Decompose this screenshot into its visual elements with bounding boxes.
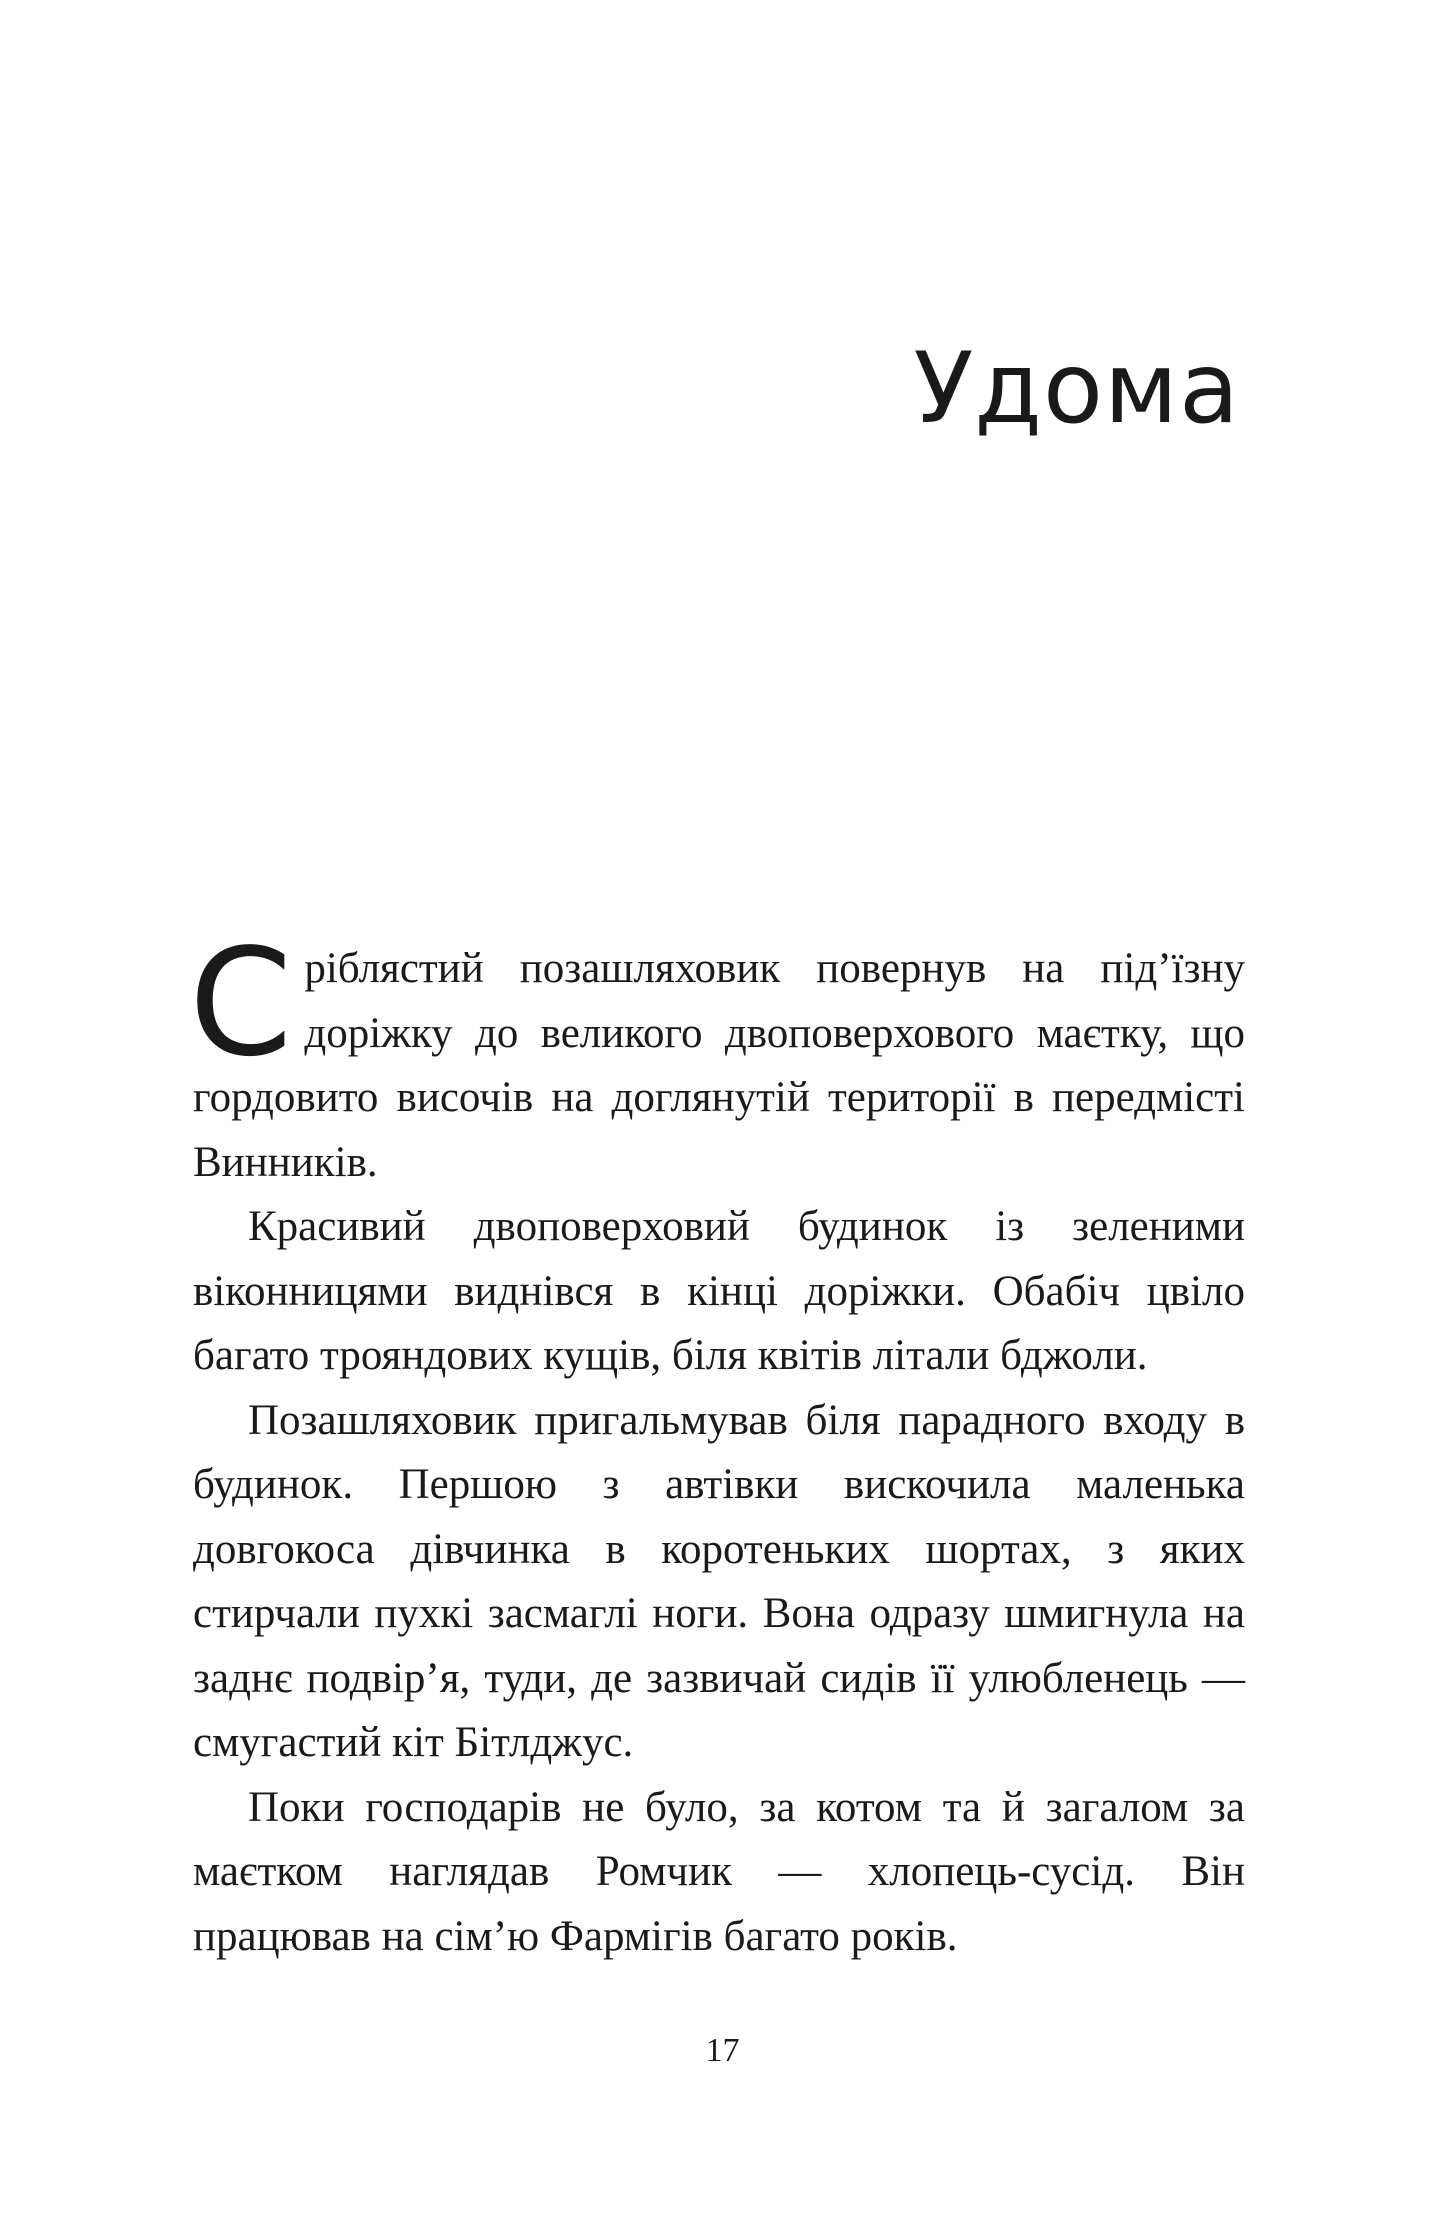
paragraph-4: Поки господарів не було, за котом та й загалом за маєтком наглядав Ромчик — хлопець-сусід. Він працював на сім’ю Фармігів багато років. — [193, 1783, 1245, 1960]
paragraph-3: Позашляховик пригальмував біля парадного входу в будинок. Першою з автівки вискочила маленька довгокоса дівчинка в коротеньких шортах, з яких стирчали пухкі засмаглі ноги. Вона одразу шмигнула на заднє подвір’я, туди, де зазвичай сидів її улюбленець — смугастий кіт Бітлджус. — [193, 1396, 1245, 1766]
chapter-title: Удома — [913, 332, 1240, 446]
chapter-body — [189, 917, 1245, 1969]
paragraph-2: Красивий двоповерховий будинок із зеленими віконницями виднівся в кінці доріжки. Обабіч цвіло багато трояндових кущів, біля квітів літали бджоли. — [193, 1203, 1245, 1379]
paragraph-1-text: ріблястий позашляховик повернув на під’їзну доріжку до великого двоповерхового маєтку, що гордовито височів на доглянутій території в передмісті Винників. — [193, 945, 1245, 1186]
drop-cap: С — [189, 917, 293, 1089]
paragraph-1 — [189, 917, 1245, 1195]
page-number: 17 — [705, 2032, 740, 2069]
